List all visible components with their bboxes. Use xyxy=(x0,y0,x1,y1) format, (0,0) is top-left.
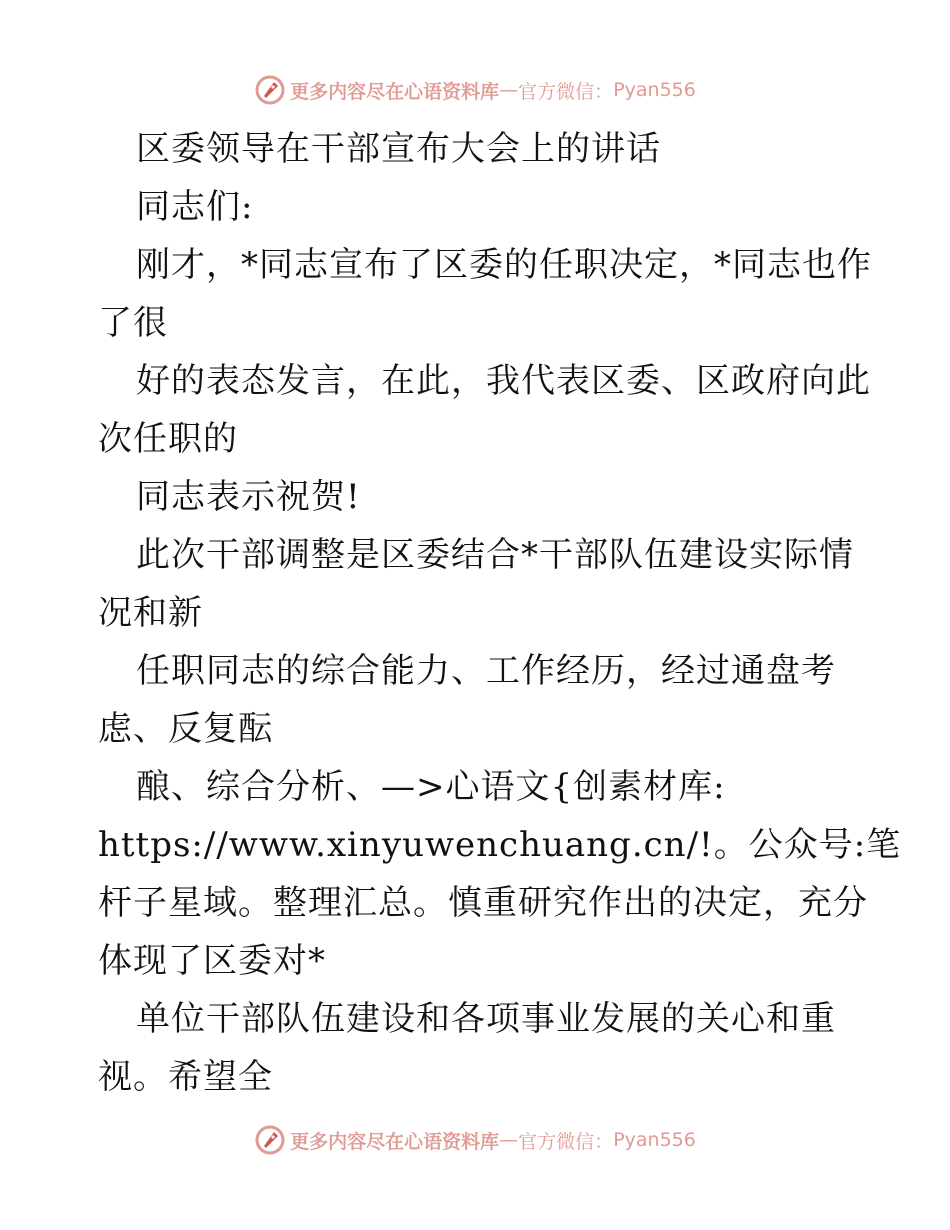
header-banner xyxy=(0,72,950,108)
banner-main-text: 更多内容尽在心语资料库 xyxy=(290,1130,500,1153)
paragraph-line: 任职同志的综合能力、工作经历，经过通盘考 xyxy=(136,651,836,691)
banner-sub-text: 官方微信： xyxy=(518,80,614,103)
pen-nib-circle-icon xyxy=(254,1124,286,1156)
paragraph-line: 了很 xyxy=(98,303,168,343)
banner-wechat-id: Pyan556 xyxy=(613,79,696,101)
paragraph-line: 虑、反复酝 xyxy=(98,709,273,749)
paragraph-line: 酿、综合分析、—>心语文{创素材库: xyxy=(136,767,726,807)
paragraph-line: 体现了区委对* xyxy=(98,941,326,981)
paragraph-line: 次任职的 xyxy=(98,419,238,459)
paragraph-line: 同志表示祝贺! xyxy=(136,477,361,517)
paragraph-line: 杆子星域。整理汇总。慎重研究作出的决定，充分 xyxy=(98,883,868,923)
banner-wechat-id: Pyan556 xyxy=(613,1129,696,1151)
banner-separator: — xyxy=(499,1129,519,1151)
document-body xyxy=(98,120,902,1106)
paragraph-line: https://www.xinyuwenchuang.cn/!。公众号:笔 xyxy=(98,825,902,865)
pen-nib-circle-icon xyxy=(254,74,286,106)
paragraph-line: 此次干部调整是区委结合*干部队伍建设实际情 xyxy=(136,535,854,575)
footer-banner xyxy=(0,1122,950,1158)
banner-sub-text: 官方微信： xyxy=(518,1130,614,1153)
paragraph-line: 况和新 xyxy=(98,593,203,633)
salutation: 同志们: xyxy=(136,187,254,227)
banner-separator: — xyxy=(499,79,519,101)
paragraph-line: 刚才，*同志宣布了区委的任职决定，*同志也作 xyxy=(136,245,872,285)
paragraph-line: 单位干部队伍建设和各项事业发展的关心和重 xyxy=(136,999,836,1039)
paragraph-line: 视。希望全 xyxy=(98,1057,273,1097)
doc-title: 区委领导在干部宣布大会上的讲话 xyxy=(136,129,661,169)
paragraph-line: 好的表态发言，在此，我代表区委、区政府向此 xyxy=(136,361,871,401)
banner-main-text: 更多内容尽在心语资料库 xyxy=(290,80,500,103)
